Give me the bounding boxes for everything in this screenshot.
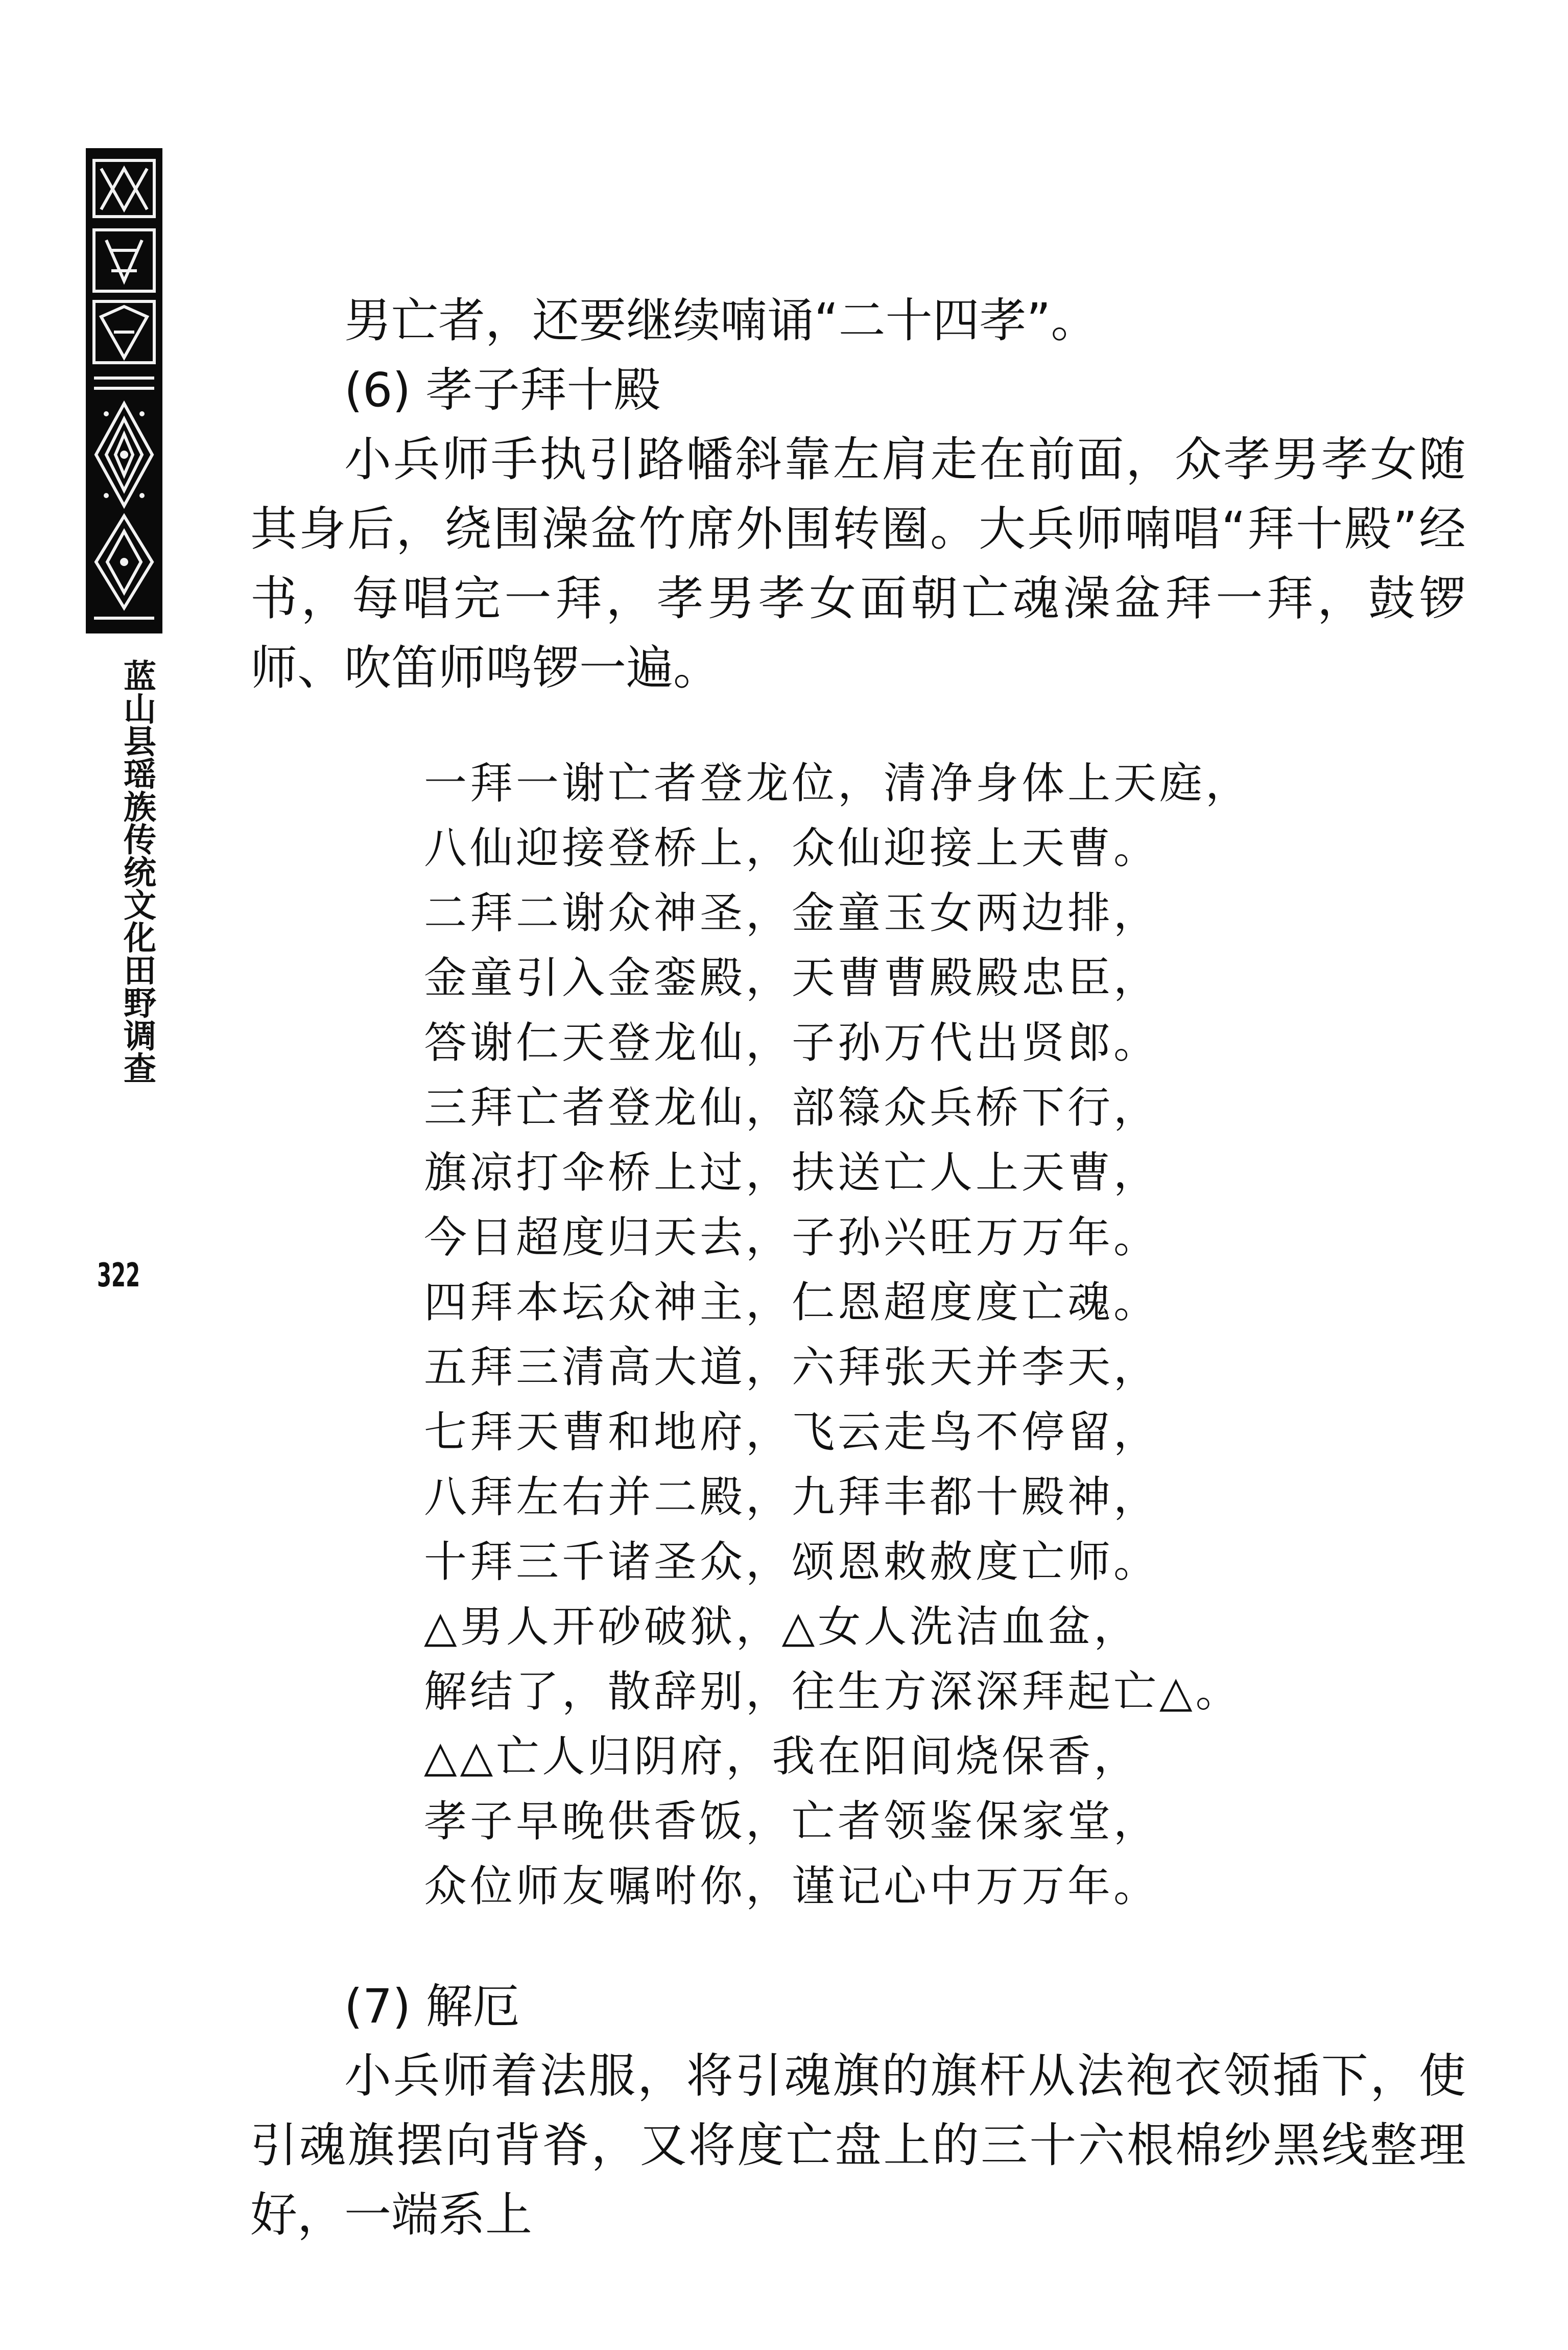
verse-line: 八拜左右并二殿，九拜丰都十殿神， [424,1472,1160,1522]
verse-line: 众位师友嘱咐你，谨记心中万万年。 [424,1861,1160,1911]
verse-line: 旗凉打伞桥上过，扶送亡人上天曹， [424,1147,1160,1197]
verse-line: 答谢仁天登龙仙，子孙万代出贤郎。 [424,1018,1160,1068]
verse-line: 今日超度归天去，子孙兴旺万万年。 [424,1212,1160,1262]
verse-line: 四拜本坛众神主，仁恩超度度亡魂。 [424,1277,1160,1327]
paragraph-7: 小兵师着法服，将引魂旗的旗杆从法袍衣领插下，使引魂旗摆向背脊，又将度亡盘上的三十六根棉纱黑线整理好，一端系上 [250,2049,1466,2242]
ornament-pattern-icon [86,148,162,633]
verse-line: 解结了，散辞别，往生方深深拜起亡△。 [424,1666,1242,1717]
main-text-bottom [250,1972,1466,2250]
verse-line: 十拜三千诸圣众，颂恩敕赦度亡师。 [424,1537,1160,1587]
scripture-verse [424,751,1343,1919]
paragraph-6: 小兵师手执引路幡斜靠左肩走在前面，众孝男孝女随其身后，绕围澡盆竹席外围转圈。大兵师喃唱“拜十殿”经书，每唱完一拜，孝男孝女面朝亡魂澡盆拜一拜，鼓锣师、吹笛师鸣锣一遍。 [250,432,1466,695]
verse-line: 五拜三清高大道，六拜张天并李天， [424,1342,1160,1392]
page-number: 322 [97,1257,140,1295]
intro-line: 男亡者，还要继续喃诵“二十四孝”。 [344,293,1098,348]
section-heading-6: (6) 孝子拜十殿 [344,363,661,417]
verse-line: 七拜天曹和地府，飞云走鸟不停留， [424,1407,1160,1457]
book-title-vertical: 蓝山县瑶族传统文化田野调查 [118,659,156,1084]
section-heading-7: (7) 解厄 [344,1979,520,2034]
verse-line: △男人开砂破狱，△女人洗洁血盆， [424,1602,1140,1652]
verse-line: 一拜一谢亡者登龙位，清净身体上天庭， [424,758,1252,808]
main-text-top [250,286,1466,703]
decorative-pattern-band [86,148,162,633]
verse-line: 八仙迎接登桥上，众仙迎接上天曹。 [424,823,1160,873]
verse-line: 孝子早晚供香饭，亡者领鉴保家堂， [424,1796,1160,1846]
verse-line: △△亡人归阴府，我在阳间烧保香， [424,1731,1140,1781]
verse-line: 二拜二谢众神圣，金童玉女两边排， [424,888,1160,938]
verse-line: 三拜亡者登龙仙，部簶众兵桥下行， [424,1083,1160,1133]
verse-line: 金童引入金銮殿，天曹曹殿殿忠臣， [424,953,1160,1003]
